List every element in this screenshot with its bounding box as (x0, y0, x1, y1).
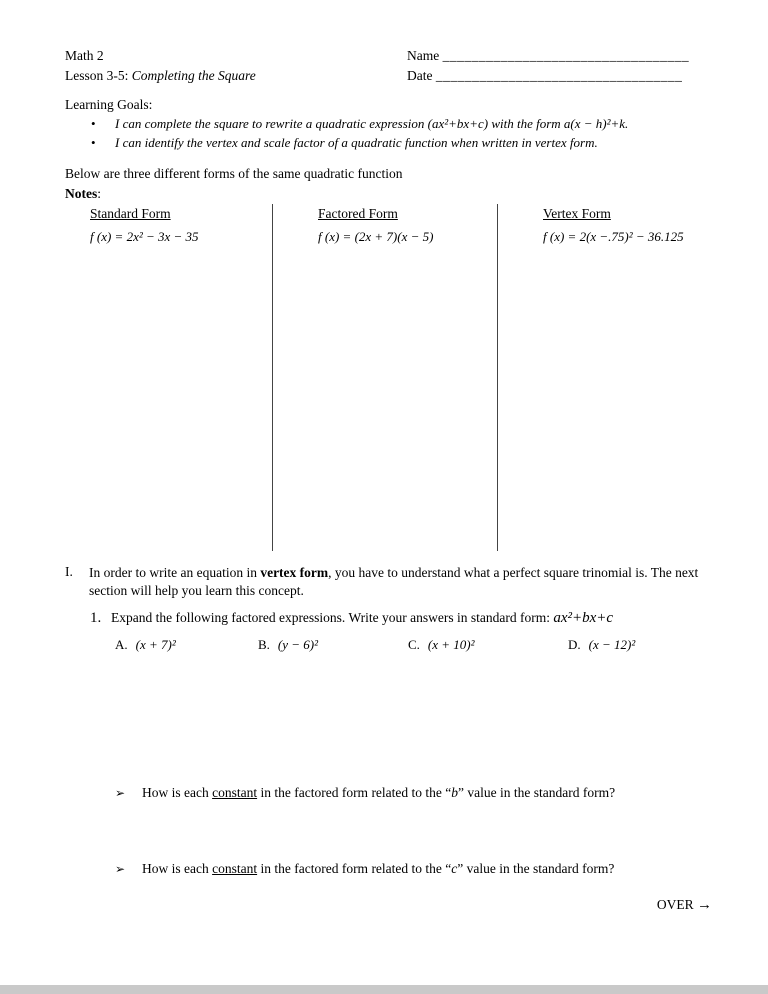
learning-goals-heading: Learning Goals: (65, 97, 153, 112)
arrow-bullet-icon: ➢ (115, 862, 126, 876)
question-text (142, 785, 615, 801)
name-row (407, 46, 689, 66)
expression-item-b (258, 637, 408, 653)
column-title: Factored Form (318, 206, 398, 221)
question-item (115, 785, 728, 801)
question-text-mid: in the factored form related to the “ (257, 785, 452, 800)
notes-intro: Below are three different forms of the same quadratic function (65, 166, 403, 181)
date-row (407, 66, 689, 86)
learning-goal-text: I can complete the square to rewrite a quadratic expression (ax²+bx+c) with the form a(x − h)²+k. (115, 116, 629, 131)
date-label: Date (407, 68, 433, 83)
column-vertex-form (497, 204, 728, 551)
column-formula: f (x) = 2x² − 3x − 35 (90, 229, 199, 244)
name-label: Name (407, 48, 440, 63)
expression-row (115, 637, 728, 653)
expression-label: C. (408, 637, 420, 652)
header-left (65, 46, 407, 86)
scan-edge (0, 985, 768, 994)
section-i (65, 564, 728, 600)
expression-label: D. (568, 637, 581, 652)
notes-label: Notes (65, 186, 98, 201)
bullet-icon: • (91, 135, 96, 150)
notes-colon: : (97, 186, 102, 201)
section-text-pre: In order to write an equation in (89, 565, 261, 580)
course-title: Math 2 (65, 48, 104, 63)
notes-columns (65, 204, 728, 551)
item-number: 1. (90, 610, 102, 626)
question-variable: b (451, 785, 459, 800)
expression-label: A. (115, 637, 128, 652)
question-text-pre: How is each (142, 785, 213, 800)
over-label: OVER (656, 897, 697, 912)
item-text: Expand the following factored expressions. Write your answers in standard form: (111, 610, 554, 625)
right-arrow-icon: → (697, 897, 712, 913)
footer (65, 897, 728, 914)
expression-value: (y − 6)² (277, 637, 319, 652)
arrow-bullet-icon: ➢ (115, 786, 126, 800)
item-text-wrap (111, 610, 613, 627)
bullet-icon: • (91, 116, 96, 131)
expression-item-d (568, 637, 635, 653)
item-formula: ax²+bx+c (553, 610, 614, 626)
learning-goal-item (91, 116, 728, 132)
column-title: Standard Form (90, 206, 171, 221)
learning-goal-text: I can identify the vertex and scale factor of a quadratic function when written in vertex form. (115, 135, 598, 150)
numbered-item-1 (90, 610, 728, 627)
section-text (89, 564, 717, 600)
column-title: Vertex Form (543, 206, 611, 221)
expression-value: (x + 7)² (135, 637, 176, 652)
question-underlined-word: constant (212, 785, 258, 800)
expression-item-a (115, 637, 258, 653)
expression-item-c (408, 637, 568, 653)
question-text-post: ” value in the standard form? (458, 785, 616, 800)
column-factored-form (272, 204, 497, 551)
column-formula: f (x) = 2(x −.75)² − 36.125 (543, 229, 684, 244)
lesson-prefix: Lesson 3-5: (65, 68, 132, 83)
header-right (407, 46, 689, 86)
question-text-mid: in the factored form related to the “ (257, 861, 452, 876)
section-text-post: , you have to understand what a perfect square trinomial is. The next section will help you learn this concept. (89, 565, 699, 598)
expression-value: (x − 12)² (588, 637, 636, 652)
column-standard-form (65, 204, 272, 551)
question-item (115, 861, 728, 877)
header (65, 46, 728, 86)
vertex-form-emphasis: vertex form (260, 565, 329, 580)
question-text-post: ” value in the standard form? (457, 861, 615, 876)
notes-label-line (65, 186, 728, 202)
learning-goal-item (91, 135, 728, 151)
column-formula: f (x) = (2x + 7)(x − 5) (318, 229, 434, 244)
name-blank-line: __________________________________ (442, 48, 690, 63)
lesson-title: Completing the Square (131, 68, 256, 83)
date-blank-line: __________________________________ (435, 68, 683, 83)
question-text-pre: How is each (142, 861, 213, 876)
expression-label: B. (258, 637, 270, 652)
section-roman-numeral: I. (65, 564, 73, 579)
question-variable: c (451, 861, 458, 876)
question-underlined-word: constant (212, 861, 258, 876)
question-text (142, 861, 614, 877)
lesson-line (65, 66, 407, 86)
expression-value: (x + 10)² (427, 637, 475, 652)
